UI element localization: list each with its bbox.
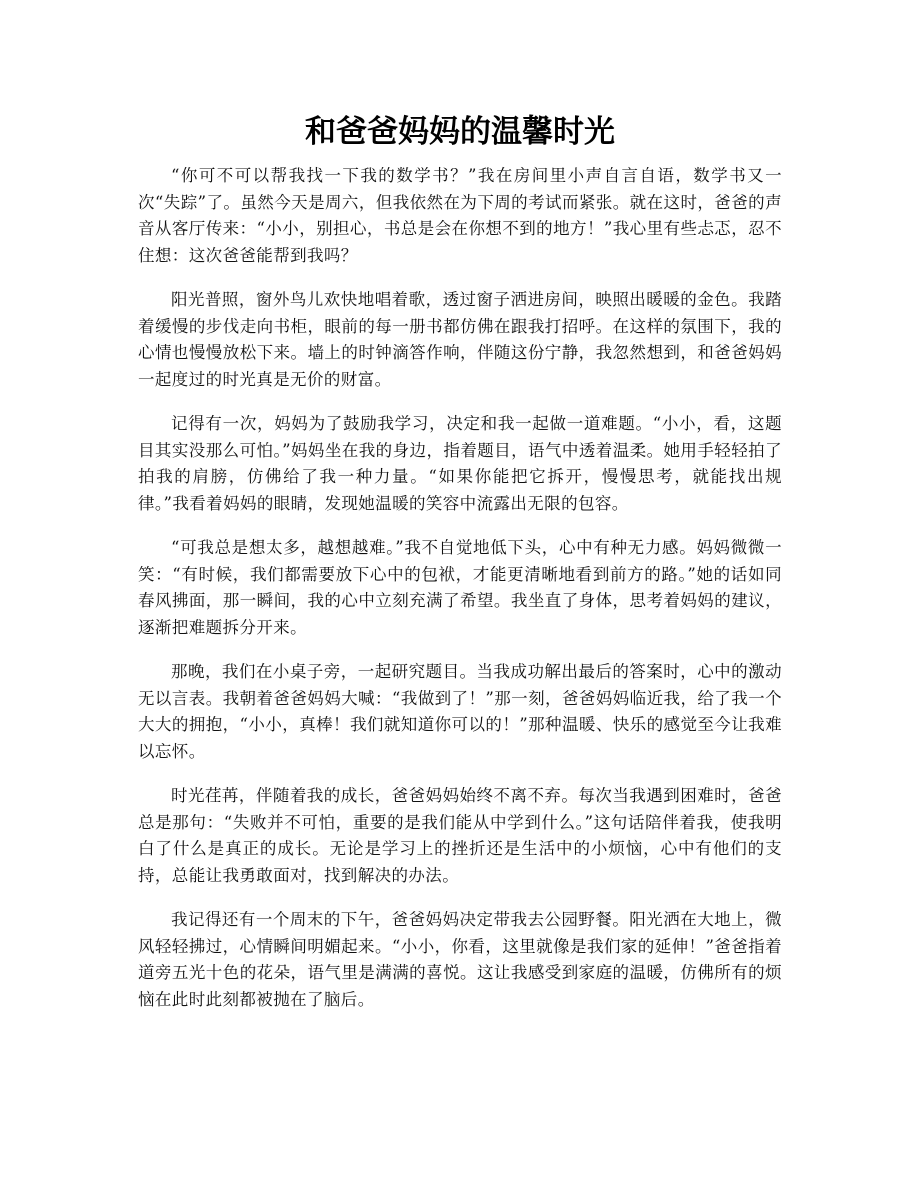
paragraph-2: 阳光普照，窗外鸟儿欢快地唱着歌，透过窗子洒进房间，映照出暖暖的金色。我踏着缓慢的步伐走向书柜，眼前的每一册书都仿佛在跟我打招呼。在这样的氛围下，我的心情也慢慢放松下来。墙上的时钟滴答作响，伴随这份宁静，我忽然想到，和爸爸妈妈一起度过的时光真是无价的财富。: [138, 290, 782, 389]
document-title: 和爸爸妈妈的温馨时光: [305, 114, 615, 150]
paragraph-1: “你可不可以帮我找一下我的数学书？”我在房间里小声自言自语，数学书又一次“失踪”了。虽然今天是周六，但我依然在为下周的考试而紧张。就在这时，爸爸的声音从客厅传来：“小小，别担心，书总是会在你想不到的地方！”我心里有些忐忑，忍不住想：这次爸爸能帮到我吗？: [138, 166, 782, 265]
paragraph-5: 那晚，我们在小桌子旁，一起研究题目。当我成功解出最后的答案时，心中的激动无以言表。我朝着爸爸妈妈大喊：“我做到了！”那一刻，爸爸妈妈临近我，给了我一个大大的拥抱，“小小，真棒！我们就知道你可以的！”那种温暖、快乐的感觉至今让我难以忘怀。: [138, 662, 782, 761]
paragraph-7: 我记得还有一个周末的下午，爸爸妈妈决定带我去公园野餐。阳光洒在大地上，微风轻轻拂过，心情瞬间明媚起来。“小小，你看，这里就像是我们家的延伸！”爸爸指着道旁五光十色的花朵，语气里是满满的喜悦。这让我感受到家庭的温暖，仿佛所有的烦恼在此时此刻都被抛在了脑后。: [138, 910, 782, 1009]
document-body: [138, 163, 782, 1031]
paragraph-4: “可我总是想太多，越想越难。”我不自觉地低下头，心中有种无力感。妈妈微微一笑：“有时候，我们都需要放下心中的包袱，才能更清晰地看到前方的路。”她的话如同春风拂面，那一瞬间，我的心中立刻充满了希望。我坐直了身体，思考着妈妈的建议，逐渐把难题拆分开来。: [138, 538, 782, 637]
paragraph-3: 记得有一次，妈妈为了鼓励我学习，决定和我一起做一道难题。“小小，看，这题目其实没那么可怕。”妈妈坐在我的身边，指着题目，语气中透着温柔。她用手轻轻拍了拍我的肩膀，仿佛给了我一种力量。“如果你能把它拆开，慢慢思考，就能找出规律。”我看着妈妈的眼睛，发现她温暖的笑容中流露出无限的包容。: [138, 414, 782, 513]
paragraph-6: 时光荏苒，伴随着我的成长，爸爸妈妈始终不离不弃。每次当我遇到困难时，爸爸总是那句：“失败并不可怕，重要的是我们能从中学到什么。”这句话陪伴着我，使我明白了什么是真正的成长。无论是学习上的挫折还是生活中的小烦恼，心中有他们的支持，总能让我勇敢面对，找到解决的办法。: [138, 786, 782, 885]
